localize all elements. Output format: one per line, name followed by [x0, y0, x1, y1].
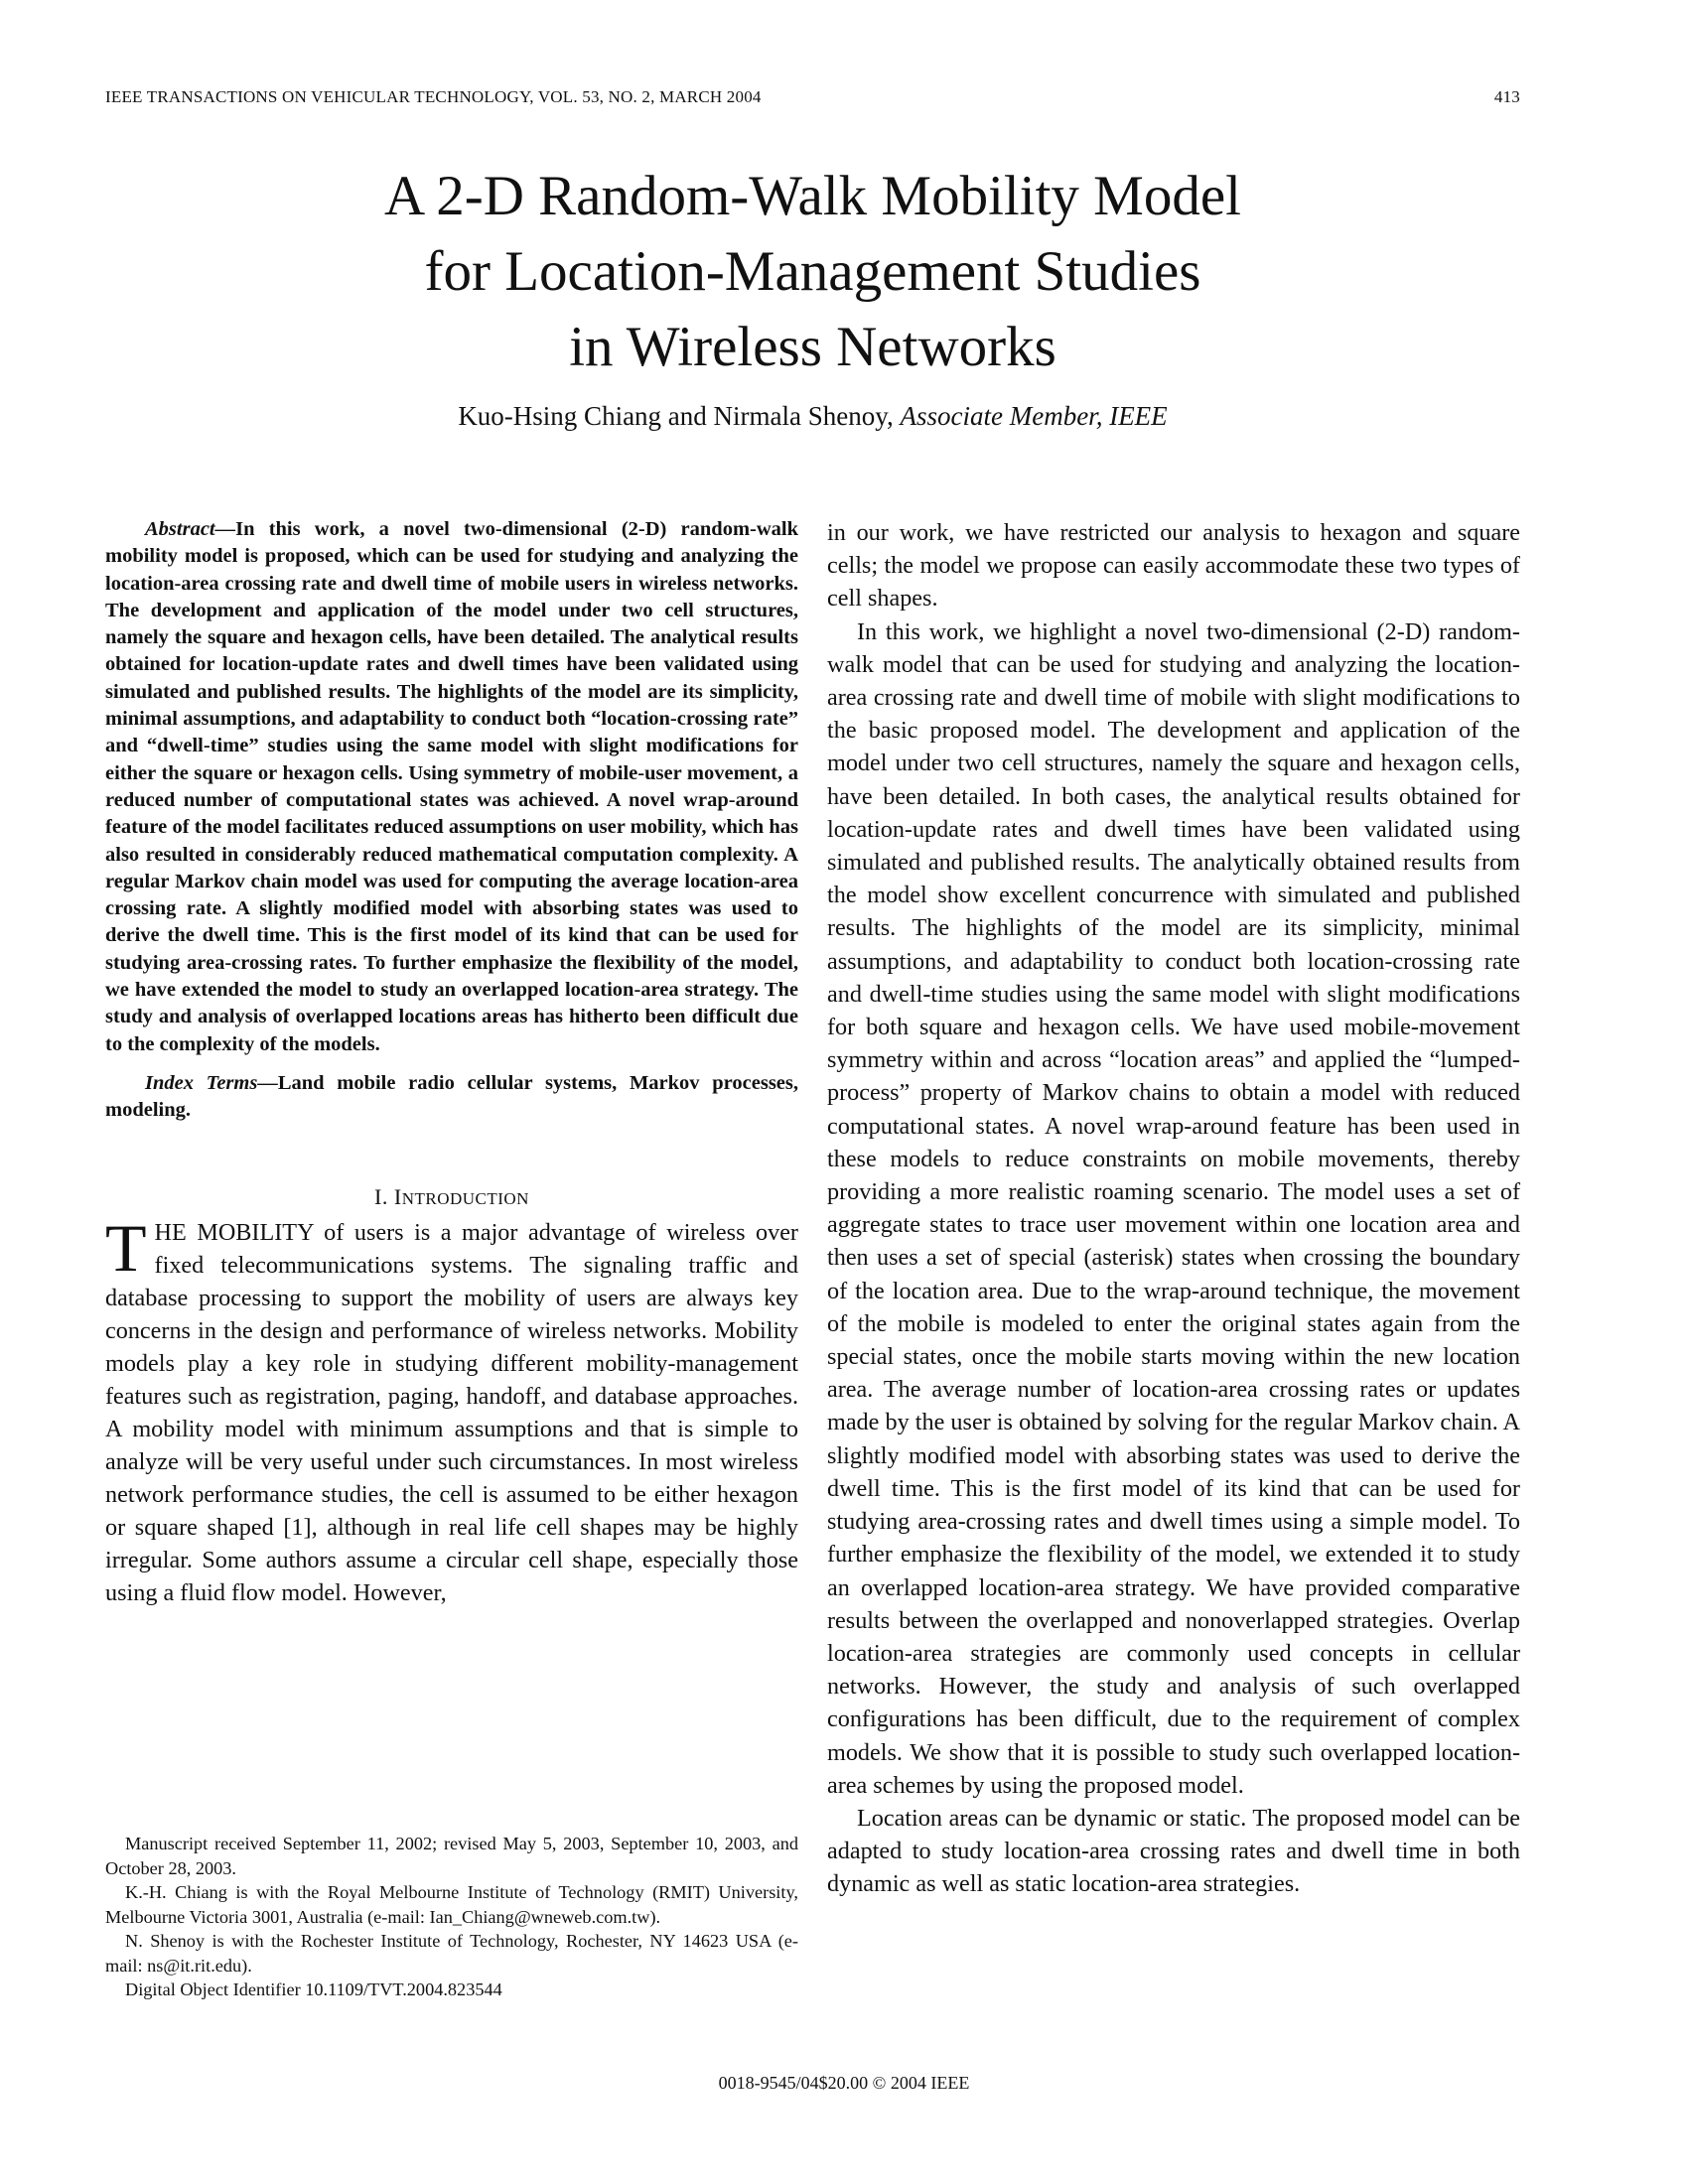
index-terms-label: Index Terms—: [145, 1071, 278, 1094]
title-line-2: for Location-Management Studies: [424, 240, 1201, 303]
footnotes: [105, 1832, 798, 2002]
title-line-1: A 2-D Random-Walk Mobility Model: [383, 165, 1241, 227]
abstract-paragraph: [105, 516, 798, 1058]
footnote-author-1: K.-H. Chiang is with the Royal Melbourne Institute of Technology (RMIT) University, Melbourne Victoria 3001, Australia (e-mail: Ian_Chiang@wneweb.com.tw).: [105, 1882, 798, 1927]
intro-text: HE MOBILITY of users is a major advantage of wireless over fixed telecommunications systems. The signaling traffic and database processing to support the mobility of users are always key concerns in the design and performance of wireless networks. Mobility models play a key role in studying different mobility-management features such as registration, paging, handoff, and database approaches. A mobility model with minimum assumptions and that is simple to analyze will be very useful under such circumstances. In most wireless network performance studies, the cell is assumed to be either hexagon or square shaped [1], although in real life cell shapes may be highly irregular. Some authors assume a circular cell shape, especially those using a fluid flow model. However,: [105, 1218, 798, 1606]
index-terms-text: Land mobile radio cellular systems, Markov processes, modeling.: [105, 1071, 798, 1122]
title-block: [105, 159, 1520, 433]
footnote-doi: Digital Object Identifier 10.1109/TVT.2004.823544: [125, 1979, 502, 1999]
title-line-3: in Wireless Networks: [569, 316, 1056, 378]
right-paragraph-2: In this work, we highlight a novel two-dimensional (2-D) random-walk model that can be used for studying and analyzing the location-area crossing rate and dwell time of mobile with slight modifications to the basic proposed model. The development and application of the model under two cell structures, namely the square and hexagon cells, have been detailed. In both cases, the analytical results obtained for location-update rates and dwell times have been validated using simulated and published results. The analytically obtained results from the model show excellent concurrence with simulated and published results. The highlights of the model are its simplicity, minimal assumptions, and adaptability to conduct both location-crossing rate and dwell-time studies using the same model with slight modifications for both square and hexagon cells. We have used mobile-movement symmetry within and across “location areas” and applied the “lumped-process” property of Markov chains to obtain a model with reduced computational states. A novel wrap-around feature has been used in these models to reduce constraints on mobile movements, thereby providing a more realistic roaming scenario. The model uses a set of aggregate states to trace user movement within one location area and then uses a set of special (asterisk) states when crossing the boundary of the location area. Due to the wrap-around technique, the movement of the mobile is modeled to enter the original states again from the special states, once the mobile starts moving within the new location area. The average number of location-area crossing rates or updates made by the user is obtained by solving for the regular Markov chain. A slightly modified model with absorbing states was used to derive the dwell time. This is the first model of its kind that can be used for studying area-crossing rates and dwell times using a simple model. To further emphasize the flexibility of the model, we extended it to study an overlapped location-area strategy. We have provided comparative results between the overlapped and nonoverlapped strategies. Overlap location-area strategies are commonly used concepts in cellular networks. However, the study and analysis of such overlapped configurations has been difficult, due to the requirement of complex models. We show that it is possible to study such overlapped location-area schemes by using the proposed model.: [827, 617, 1520, 1799]
intro-paragraph: [105, 1209, 798, 1609]
abstract: [105, 516, 798, 1125]
page-number: 413: [1493, 87, 1520, 106]
intro-body: [105, 1209, 798, 1609]
abstract-label: Abstract—: [145, 518, 236, 540]
left-column: [105, 516, 798, 1609]
abstract-text: In this work, a novel two-dimensional (2-D) random-walk mobility model is proposed, which can be used for studying and analyzing the location-area crossing rate and dwell time of mobile users in wireless networks. The development and application of the model under two cell structures, namely the square and hexagon cells, have been detailed. The analytical results obtained for location-update rates and dwell times have been validated using simulated and published results. The highlights of the model are its simplicity, minimal assumptions, and adaptability to conduct both “location-crossing rate” and “dwell-time” studies using the same model with slight modifications for either the square or hexagon cells. Using symmetry of mobile-user movement, a reduced number of computational states was achieved. A novel wrap-around feature of the model facilitates reduced assumptions on user mobility, which has also resulted in considerably reduced mathematical computation complexity. A regular Markov chain model was used for computing the average location-area crossing rate. A slightly modified model with absorbing states was used to derive the dwell time. This is the first model of its kind that can be used for studying area-crossing rates. To further emphasize the flexibility of the model, we have extended the model to study an overlapped location-area strategy. The study and analysis of overlapped locations areas has hitherto been difficult due to the complexity of the models.: [105, 518, 798, 1055]
right-paragraph-1: in our work, we have restricted our analysis to hexagon and square cells; the model we propose can easily accommodate these two types of cell shapes.: [827, 519, 1520, 613]
section-number: I. I: [374, 1183, 402, 1209]
section-title: NTRODUCTION: [401, 1188, 529, 1208]
journal-name: IEEE TRANSACTIONS ON VEHICULAR TECHNOLOGY, VOL. 53, NO. 2, MARCH 2004: [105, 87, 762, 106]
drop-cap: T: [105, 1209, 147, 1286]
author-line: [105, 399, 1520, 433]
running-head: [105, 87, 1520, 107]
paper-title: [105, 159, 1520, 385]
right-column: [827, 516, 1520, 1901]
right-paragraph-3: Location areas can be dynamic or static. The proposed model can be adapted to study location-area crossing rates and dwell time in both dynamic as well as static location-area strategies.: [827, 1804, 1520, 1898]
author-affiliation: Associate Member, IEEE: [900, 401, 1168, 431]
section-heading-introduction: [105, 1184, 798, 1210]
copyright-footer: 0018-9545/04$20.00 © 2004 IEEE: [718, 2073, 970, 2093]
footnote-author-2: N. Shenoy is with the Rochester Institute of Technology, Rochester, NY 14623 USA (e-mail: ns@it.rit.edu).: [105, 1931, 798, 1976]
author-names: Kuo-Hsing Chiang and Nirmala Shenoy,: [458, 401, 894, 431]
footnote-manuscript: Manuscript received September 11, 2002; revised May 5, 2003, September 10, 2003, and October 28, 2003.: [105, 1834, 798, 1878]
index-terms: [105, 1070, 798, 1125]
